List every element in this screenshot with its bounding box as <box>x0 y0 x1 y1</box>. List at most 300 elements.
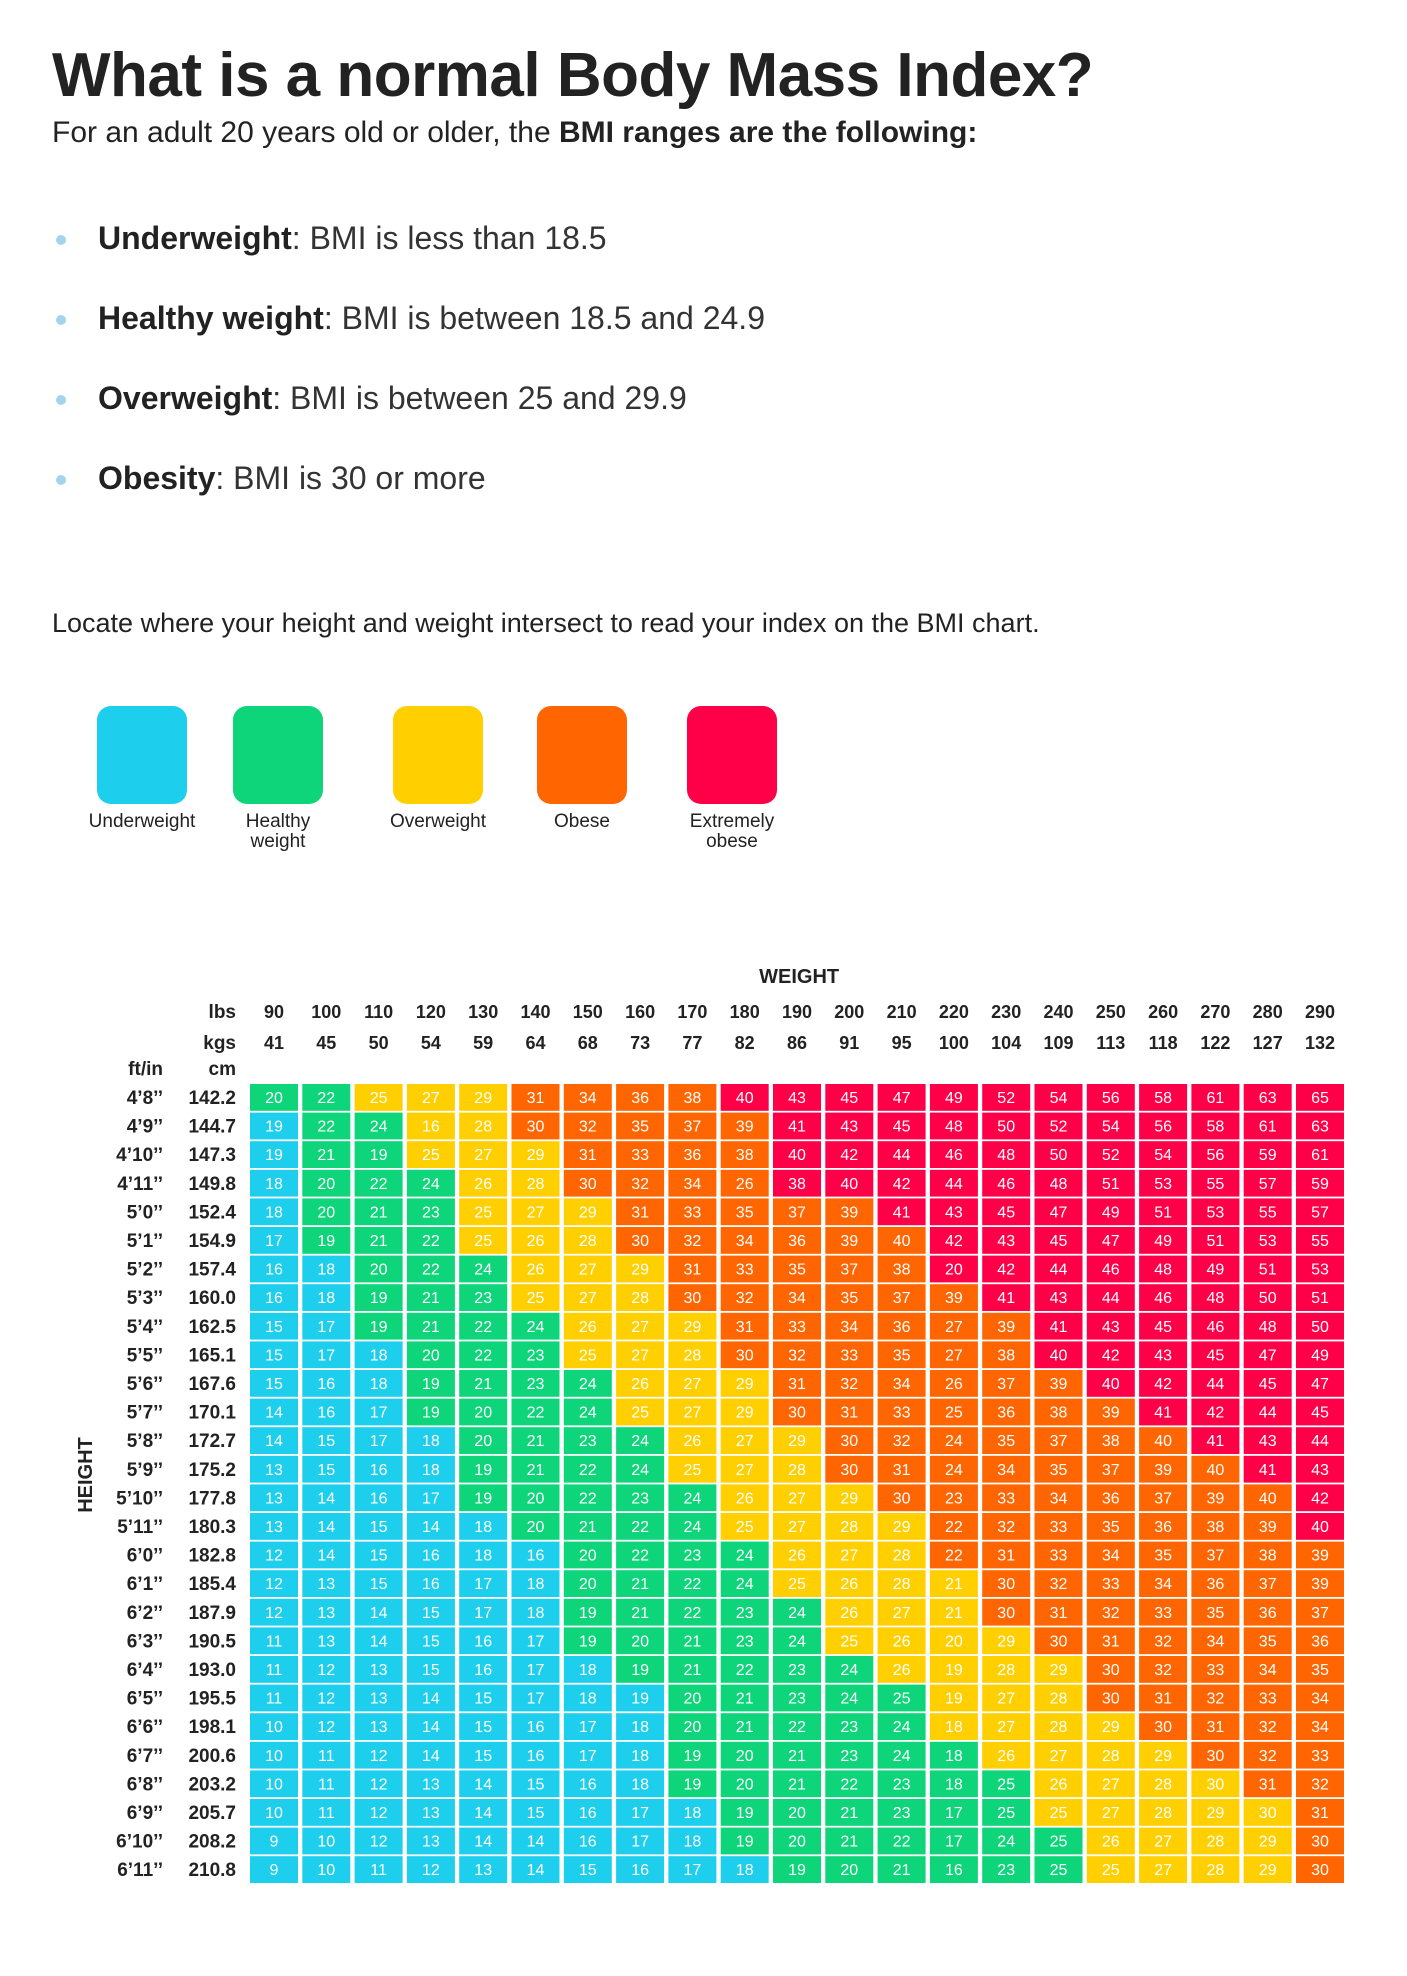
cell-value-label: 28 <box>997 1662 1016 1679</box>
cell-value-label: 19 <box>578 1633 597 1651</box>
cell-value-label: 23 <box>997 1862 1016 1880</box>
cell-value-label: 40 <box>1154 1433 1172 1451</box>
cell-value-label: 25 <box>997 1776 1016 1794</box>
cell-value-label: 35 <box>997 1433 1016 1451</box>
cell-value-label: 32 <box>1154 1662 1172 1679</box>
cm-tick-label: 193.0 <box>188 1660 236 1681</box>
cell-value-label: 27 <box>578 1261 597 1279</box>
cell-value-label: 26 <box>474 1175 493 1193</box>
ftin-tick-label: 5’9’’ <box>126 1459 163 1481</box>
cell-value-label: 30 <box>997 1604 1016 1622</box>
cell-value-label: 31 <box>892 1461 911 1479</box>
cell-value-label: 29 <box>735 1404 754 1422</box>
cell-value-label: 39 <box>1258 1519 1277 1536</box>
cell-value-label: 23 <box>526 1347 545 1365</box>
cell-value-label: 32 <box>1311 1776 1329 1794</box>
cell-value-label: 15 <box>317 1433 336 1451</box>
cell-value-label: 23 <box>945 1490 963 1508</box>
cell-value-label: 27 <box>788 1519 806 1536</box>
kgs-tick-label: 77 <box>682 1033 703 1053</box>
cell-value-label: 37 <box>683 1118 702 1136</box>
kgs-tick-label: 73 <box>630 1033 651 1053</box>
cell-value-label: 30 <box>840 1461 859 1479</box>
instructions-text: Locate where your height and weight intersect to read your index on the BMI chart. <box>52 608 1040 638</box>
cell-value-label: 14 <box>526 1862 545 1880</box>
cell-value-label: 33 <box>892 1404 911 1422</box>
cell-value-label: 26 <box>997 1747 1016 1765</box>
ftin-tick-label: 6’0’’ <box>126 1545 163 1567</box>
cell-value-label: 29 <box>1101 1719 1120 1737</box>
cell-value-label: 29 <box>631 1261 649 1279</box>
ftin-tick-label: 5’8’’ <box>126 1431 163 1453</box>
cell-value-label: 14 <box>474 1805 493 1822</box>
kgs-tick-label: 68 <box>577 1033 598 1053</box>
cell-value-label: 27 <box>683 1376 702 1393</box>
cell-value-label: 34 <box>735 1233 754 1250</box>
cell-value-label: 25 <box>578 1347 597 1365</box>
cell-value-label: 17 <box>369 1404 388 1422</box>
cell-value-label: 27 <box>945 1347 963 1365</box>
cell-value-label: 22 <box>369 1175 388 1193</box>
legend-label: Extremely obese <box>689 811 775 852</box>
kgs-tick-label: 100 <box>938 1033 969 1053</box>
cell-value-label: 35 <box>840 1290 859 1308</box>
cell-value-label: 10 <box>317 1833 336 1851</box>
kgs-tick-label: 64 <box>525 1033 546 1053</box>
cell-value-label: 44 <box>1049 1261 1068 1279</box>
cell-value-label: 45 <box>840 1090 859 1107</box>
cell-value-label: 18 <box>683 1833 702 1851</box>
lbs-tick-label: 140 <box>520 1002 551 1022</box>
cell-value-label: 15 <box>474 1747 493 1765</box>
cell-value-label: 17 <box>683 1862 702 1880</box>
cell-value-label: 36 <box>1206 1576 1225 1594</box>
cell-value-label: 15 <box>369 1547 388 1565</box>
cell-value-label: 32 <box>683 1233 702 1250</box>
cell-value-label: 17 <box>317 1347 336 1365</box>
cell-value-label: 31 <box>1206 1719 1225 1737</box>
cm-tick-label: 203.2 <box>188 1774 236 1796</box>
cell-value-label: 10 <box>265 1747 283 1765</box>
cell-value-label: 37 <box>997 1376 1016 1393</box>
cell-value-label: 38 <box>1101 1433 1120 1451</box>
cell-value-label: 28 <box>578 1233 597 1250</box>
ftin-tick-label: 4’8’’ <box>126 1088 163 1109</box>
cell-value-label: 20 <box>526 1490 545 1508</box>
cell-value-label: 43 <box>1154 1347 1172 1365</box>
lbs-tick-label: 260 <box>1148 1002 1179 1022</box>
cell-value-label: 23 <box>788 1662 806 1679</box>
cell-value-label: 48 <box>1206 1290 1225 1308</box>
cell-value-label: 16 <box>578 1805 597 1822</box>
cell-value-label: 33 <box>840 1347 859 1365</box>
cell-value-label: 19 <box>369 1290 388 1308</box>
cell-value-label: 37 <box>1258 1576 1277 1594</box>
legend-label: Healthy weight <box>245 811 311 852</box>
cell-value-label: 47 <box>892 1090 911 1107</box>
cell-value-label: 24 <box>631 1461 649 1479</box>
cell-value-label: 52 <box>997 1090 1016 1107</box>
cell-value-label: 27 <box>1049 1747 1068 1765</box>
cell-value-label: 47 <box>1311 1376 1329 1393</box>
cell-value-label: 20 <box>474 1433 493 1451</box>
lbs-tick-label: 190 <box>781 1002 813 1022</box>
cell-value-label: 10 <box>265 1719 283 1737</box>
cell-value-label: 18 <box>369 1347 388 1365</box>
cell-value-label: 43 <box>788 1090 806 1107</box>
cell-value-label: 38 <box>997 1347 1016 1365</box>
cell-value-label: 19 <box>369 1318 388 1336</box>
lbs-label: lbs <box>208 1002 236 1023</box>
cell-value-label: 42 <box>997 1261 1016 1279</box>
cm-tick-label: 165.1 <box>188 1345 236 1367</box>
cell-value-label: 19 <box>578 1604 597 1622</box>
ftin-tick-label: 5’0’’ <box>126 1202 163 1224</box>
cm-tick-label: 185.4 <box>188 1574 236 1596</box>
cell-value-label: 21 <box>474 1376 493 1393</box>
cell-value-label: 20 <box>945 1633 963 1651</box>
cell-value-label: 53 <box>1311 1261 1329 1279</box>
ftin-tick-label: 6’11’’ <box>117 1860 163 1882</box>
cell-value-label: 41 <box>1258 1461 1277 1479</box>
legend-label: Overweight <box>389 811 487 832</box>
cell-value-label: 42 <box>1101 1347 1120 1365</box>
range-desc: : BMI is between 18.5 and 24.9 <box>323 300 765 336</box>
cell-value-label: 21 <box>631 1576 649 1594</box>
cm-tick-label: 177.8 <box>188 1488 236 1510</box>
cell-value-label: 52 <box>1101 1147 1120 1165</box>
cell-value-label: 32 <box>997 1519 1016 1536</box>
cell-value-label: 16 <box>526 1747 545 1765</box>
cell-value-label: 45 <box>892 1118 911 1136</box>
cell-value-label: 14 <box>265 1433 283 1451</box>
ftin-label: ft/in <box>128 1059 163 1080</box>
cell-value-label: 13 <box>265 1461 283 1479</box>
cell-value-label: 44 <box>1101 1290 1120 1308</box>
cell-value-label: 31 <box>788 1376 806 1393</box>
cell-value-label: 14 <box>369 1633 388 1651</box>
cell-value-label: 26 <box>631 1376 649 1393</box>
cell-value-label: 45 <box>1049 1233 1068 1250</box>
cell-value-label: 13 <box>317 1633 336 1651</box>
cell-value-label: 63 <box>1311 1118 1329 1136</box>
cell-value-label: 32 <box>788 1347 806 1365</box>
cell-value-label: 39 <box>1049 1376 1068 1393</box>
cell-value-label: 16 <box>317 1376 336 1393</box>
cell-value-label: 11 <box>317 1747 335 1765</box>
cell-value-label: 23 <box>578 1433 597 1451</box>
cell-value-label: 18 <box>631 1719 649 1737</box>
ftin-tick-label: 5’11’’ <box>117 1517 163 1538</box>
cell-value-label: 37 <box>840 1261 859 1279</box>
cell-value-label: 43 <box>1049 1290 1068 1308</box>
cell-value-label: 30 <box>788 1404 806 1422</box>
cell-value-label: 14 <box>422 1690 440 1708</box>
ftin-tick-label: 6’9’’ <box>126 1803 163 1824</box>
cell-value-label: 25 <box>892 1690 911 1708</box>
cell-value-label: 17 <box>317 1318 336 1336</box>
cell-value-label: 11 <box>265 1690 283 1708</box>
cell-value-label: 31 <box>1049 1604 1068 1622</box>
cell-value-label: 22 <box>788 1719 806 1737</box>
cell-value-label: 36 <box>788 1233 806 1250</box>
cell-value-label: 40 <box>1206 1461 1225 1479</box>
cell-value-label: 35 <box>1311 1662 1329 1679</box>
cell-value-label: 17 <box>526 1633 545 1651</box>
cell-value-label: 18 <box>422 1433 440 1451</box>
cell-value-label: 28 <box>1049 1719 1068 1737</box>
cell-value-label: 18 <box>317 1290 336 1308</box>
cell-value-label: 27 <box>1101 1776 1120 1794</box>
lbs-tick-label: 270 <box>1200 1002 1231 1022</box>
cell-value-label: 28 <box>1154 1776 1172 1794</box>
cell-value-label: 18 <box>578 1690 597 1708</box>
cell-value-label: 21 <box>945 1604 963 1622</box>
cell-value-label: 29 <box>474 1090 493 1107</box>
cell-value-label: 18 <box>422 1461 440 1479</box>
cm-tick-label: 162.5 <box>188 1316 236 1338</box>
lbs-tick-label: 240 <box>1043 1002 1074 1022</box>
cell-value-label: 24 <box>945 1461 963 1479</box>
cell-value-label: 21 <box>683 1662 702 1679</box>
lbs-tick-label: 150 <box>572 1002 603 1022</box>
cell-value-label: 39 <box>840 1233 859 1250</box>
cell-value-label: 26 <box>892 1662 911 1679</box>
lbs-tick-label: 220 <box>938 1002 969 1022</box>
cell-value-label: 16 <box>631 1862 649 1880</box>
cm-tick-label: 157.4 <box>188 1259 236 1281</box>
cell-value-label: 12 <box>317 1662 336 1679</box>
cell-value-label: 27 <box>578 1290 597 1308</box>
cell-value-label: 24 <box>683 1490 702 1508</box>
cell-value-label: 29 <box>1258 1862 1277 1880</box>
cell-value-label: 33 <box>1311 1747 1329 1765</box>
kgs-tick-label: 95 <box>891 1033 912 1053</box>
height-axis-title: HEIGHT <box>75 1437 97 1513</box>
cell-value-label: 13 <box>317 1604 336 1622</box>
cell-value-label: 34 <box>997 1461 1016 1479</box>
cell-value-label: 16 <box>369 1461 388 1479</box>
ftin-tick-label: 5’3’’ <box>126 1288 163 1310</box>
cell-value-label: 44 <box>1206 1376 1225 1393</box>
cell-value-label: 34 <box>578 1090 597 1107</box>
cell-value-label: 26 <box>578 1318 597 1336</box>
cell-value-label: 22 <box>317 1118 336 1136</box>
cell-value-label: 49 <box>1154 1233 1172 1250</box>
cell-value-label: 22 <box>945 1547 963 1565</box>
cell-value-label: 55 <box>1206 1175 1225 1193</box>
cell-value-label: 16 <box>526 1719 545 1737</box>
range-term: Overweight <box>98 380 273 416</box>
cell-value-label: 39 <box>997 1318 1016 1336</box>
cell-value-label: 41 <box>892 1204 911 1222</box>
cell-value-label: 34 <box>683 1175 702 1193</box>
cell-value-label: 33 <box>683 1204 702 1222</box>
cell-value-label: 25 <box>474 1233 493 1250</box>
cell-value-label: 14 <box>422 1747 440 1765</box>
cell-value-label: 20 <box>631 1633 649 1651</box>
cell-value-label: 32 <box>735 1290 754 1308</box>
kgs-tick-label: 132 <box>1304 1033 1336 1053</box>
cell-value-label: 24 <box>840 1662 859 1679</box>
cell-value-label: 9 <box>269 1833 279 1851</box>
cell-value-label: 33 <box>1206 1662 1225 1679</box>
cell-value-label: 61 <box>1311 1147 1329 1165</box>
subtitle-bold: BMI ranges are the following: <box>558 116 978 149</box>
cm-tick-label: 167.6 <box>188 1374 236 1395</box>
cell-value-label: 24 <box>683 1519 702 1536</box>
cell-value-label: 35 <box>892 1347 911 1365</box>
ftin-tick-label: 6’7’’ <box>126 1745 163 1767</box>
ftin-tick-label: 5’6’’ <box>126 1374 163 1395</box>
kgs-tick-label: 109 <box>1043 1033 1074 1053</box>
cell-value-label: 36 <box>683 1147 702 1165</box>
cell-value-label: 19 <box>788 1862 806 1880</box>
cell-value-label: 27 <box>474 1147 493 1165</box>
cell-value-label: 49 <box>1206 1261 1225 1279</box>
cell-value-label: 24 <box>840 1690 859 1708</box>
lbs-tick-label: 180 <box>729 1002 760 1022</box>
cell-value-label: 59 <box>1311 1175 1329 1193</box>
cell-value-label: 14 <box>265 1404 283 1422</box>
cell-value-label: 43 <box>1258 1433 1277 1451</box>
cm-tick-label: 160.0 <box>188 1288 236 1310</box>
cell-value-label: 28 <box>892 1547 911 1565</box>
cell-value-label: 49 <box>1311 1347 1329 1365</box>
cell-value-label: 32 <box>1154 1633 1172 1651</box>
cell-value-label: 24 <box>578 1376 597 1393</box>
cell-value-label: 13 <box>369 1719 388 1737</box>
cell-value-label: 33 <box>1049 1547 1068 1565</box>
cell-value-label: 37 <box>1049 1433 1068 1451</box>
cell-value-label: 25 <box>1049 1805 1068 1822</box>
cell-value-label: 43 <box>1101 1318 1120 1336</box>
cell-value-label: 36 <box>1101 1490 1120 1508</box>
cell-value-label: 40 <box>788 1147 806 1165</box>
cell-value-label: 48 <box>1049 1175 1068 1193</box>
cell-value-label: 13 <box>317 1576 336 1594</box>
cell-value-label: 20 <box>526 1519 545 1536</box>
cell-value-label: 17 <box>631 1833 649 1851</box>
cell-value-label: 41 <box>997 1290 1016 1308</box>
cell-value-label: 15 <box>369 1576 388 1594</box>
ftin-tick-label: 5’2’’ <box>126 1259 163 1281</box>
cell-value-label: 12 <box>369 1776 388 1794</box>
cell-value-label: 27 <box>422 1090 440 1107</box>
cell-value-label: 21 <box>369 1204 388 1222</box>
cm-tick-label: 187.9 <box>188 1602 236 1624</box>
cell-value-label: 22 <box>683 1604 702 1622</box>
kgs-tick-label: 41 <box>263 1033 285 1053</box>
cell-value-label: 16 <box>945 1862 963 1880</box>
cell-value-label: 27 <box>1154 1862 1172 1880</box>
cell-value-label: 22 <box>422 1261 440 1279</box>
cell-value-label: 36 <box>1258 1604 1277 1622</box>
kgs-tick-label: 45 <box>316 1033 337 1053</box>
kgs-tick-label: 54 <box>420 1033 441 1053</box>
cell-value-label: 21 <box>422 1318 440 1336</box>
cell-value-label: 61 <box>1206 1090 1225 1107</box>
cell-value-label: 58 <box>1206 1118 1225 1136</box>
ftin-tick-label: 6’2’’ <box>126 1602 163 1624</box>
cell-value-label: 18 <box>526 1576 545 1594</box>
cell-value-label: 45 <box>1206 1347 1225 1365</box>
cell-value-label: 33 <box>631 1147 649 1165</box>
cell-value-label: 15 <box>422 1633 440 1651</box>
cell-value-label: 36 <box>1154 1519 1172 1536</box>
cell-value-label: 28 <box>631 1290 649 1308</box>
cell-value-label: 30 <box>1049 1633 1068 1651</box>
range-desc: : BMI is 30 or more <box>215 460 486 496</box>
cell-value-label: 14 <box>369 1604 388 1622</box>
cell-value-label: 20 <box>735 1776 754 1794</box>
cell-value-label: 40 <box>1311 1519 1329 1536</box>
cell-value-label: 25 <box>1101 1862 1120 1880</box>
cm-tick-label: 170.1 <box>188 1402 236 1424</box>
cell-value-label: 25 <box>422 1147 440 1165</box>
cell-value-label: 44 <box>945 1175 963 1193</box>
cell-value-label: 54 <box>1101 1118 1120 1136</box>
cell-value-label: 32 <box>631 1175 649 1193</box>
cell-value-label: 30 <box>578 1175 597 1193</box>
cell-value-label: 15 <box>265 1376 283 1393</box>
cell-value-label: 20 <box>578 1547 597 1565</box>
cell-value-label: 25 <box>997 1805 1016 1822</box>
cell-value-label: 30 <box>840 1433 859 1451</box>
cell-value-label: 22 <box>474 1318 493 1336</box>
cell-value-label: 12 <box>265 1604 283 1622</box>
cell-value-label: 30 <box>631 1233 649 1250</box>
cell-value-label: 25 <box>526 1290 545 1308</box>
cell-value-label: 43 <box>945 1204 963 1222</box>
cell-value-label: 21 <box>578 1519 597 1536</box>
cell-value-label: 28 <box>474 1118 493 1136</box>
cell-value-label: 28 <box>526 1175 545 1193</box>
cell-value-label: 17 <box>526 1690 545 1708</box>
cell-value-label: 13 <box>265 1519 283 1536</box>
cell-value-label: 42 <box>1311 1490 1329 1508</box>
cell-value-label: 20 <box>683 1690 702 1708</box>
ftin-tick-label: 6’1’’ <box>126 1574 163 1596</box>
cell-value-label: 24 <box>526 1318 545 1336</box>
cell-value-label: 30 <box>892 1490 911 1508</box>
cell-value-label: 46 <box>1206 1318 1225 1336</box>
cell-value-label: 19 <box>265 1147 283 1165</box>
cell-value-label: 18 <box>578 1662 597 1679</box>
weight-axis-title: WEIGHT <box>759 966 840 988</box>
cell-value-label: 25 <box>840 1633 859 1651</box>
cell-value-label: 44 <box>1258 1404 1277 1422</box>
cell-value-label: 17 <box>945 1833 963 1851</box>
cell-value-label: 63 <box>1258 1090 1277 1107</box>
lbs-tick-label: 280 <box>1252 1002 1283 1022</box>
cell-value-label: 38 <box>1206 1519 1225 1536</box>
cell-value-label: 29 <box>735 1376 754 1393</box>
kgs-tick-label: 127 <box>1252 1033 1283 1053</box>
cell-value-label: 24 <box>892 1747 911 1765</box>
cell-value-label: 39 <box>945 1290 963 1308</box>
cell-value-label: 53 <box>1154 1175 1172 1193</box>
ftin-tick-label: 6’8’’ <box>126 1774 163 1796</box>
cell-value-label: 31 <box>1311 1805 1329 1822</box>
cell-value-label: 46 <box>945 1147 963 1165</box>
cell-value-label: 24 <box>788 1633 806 1651</box>
cell-value-label: 20 <box>265 1090 283 1107</box>
cell-value-label: 24 <box>631 1433 649 1451</box>
cell-value-label: 20 <box>840 1862 859 1880</box>
cell-value-label: 33 <box>997 1490 1016 1508</box>
cell-value-label: 13 <box>369 1662 388 1679</box>
